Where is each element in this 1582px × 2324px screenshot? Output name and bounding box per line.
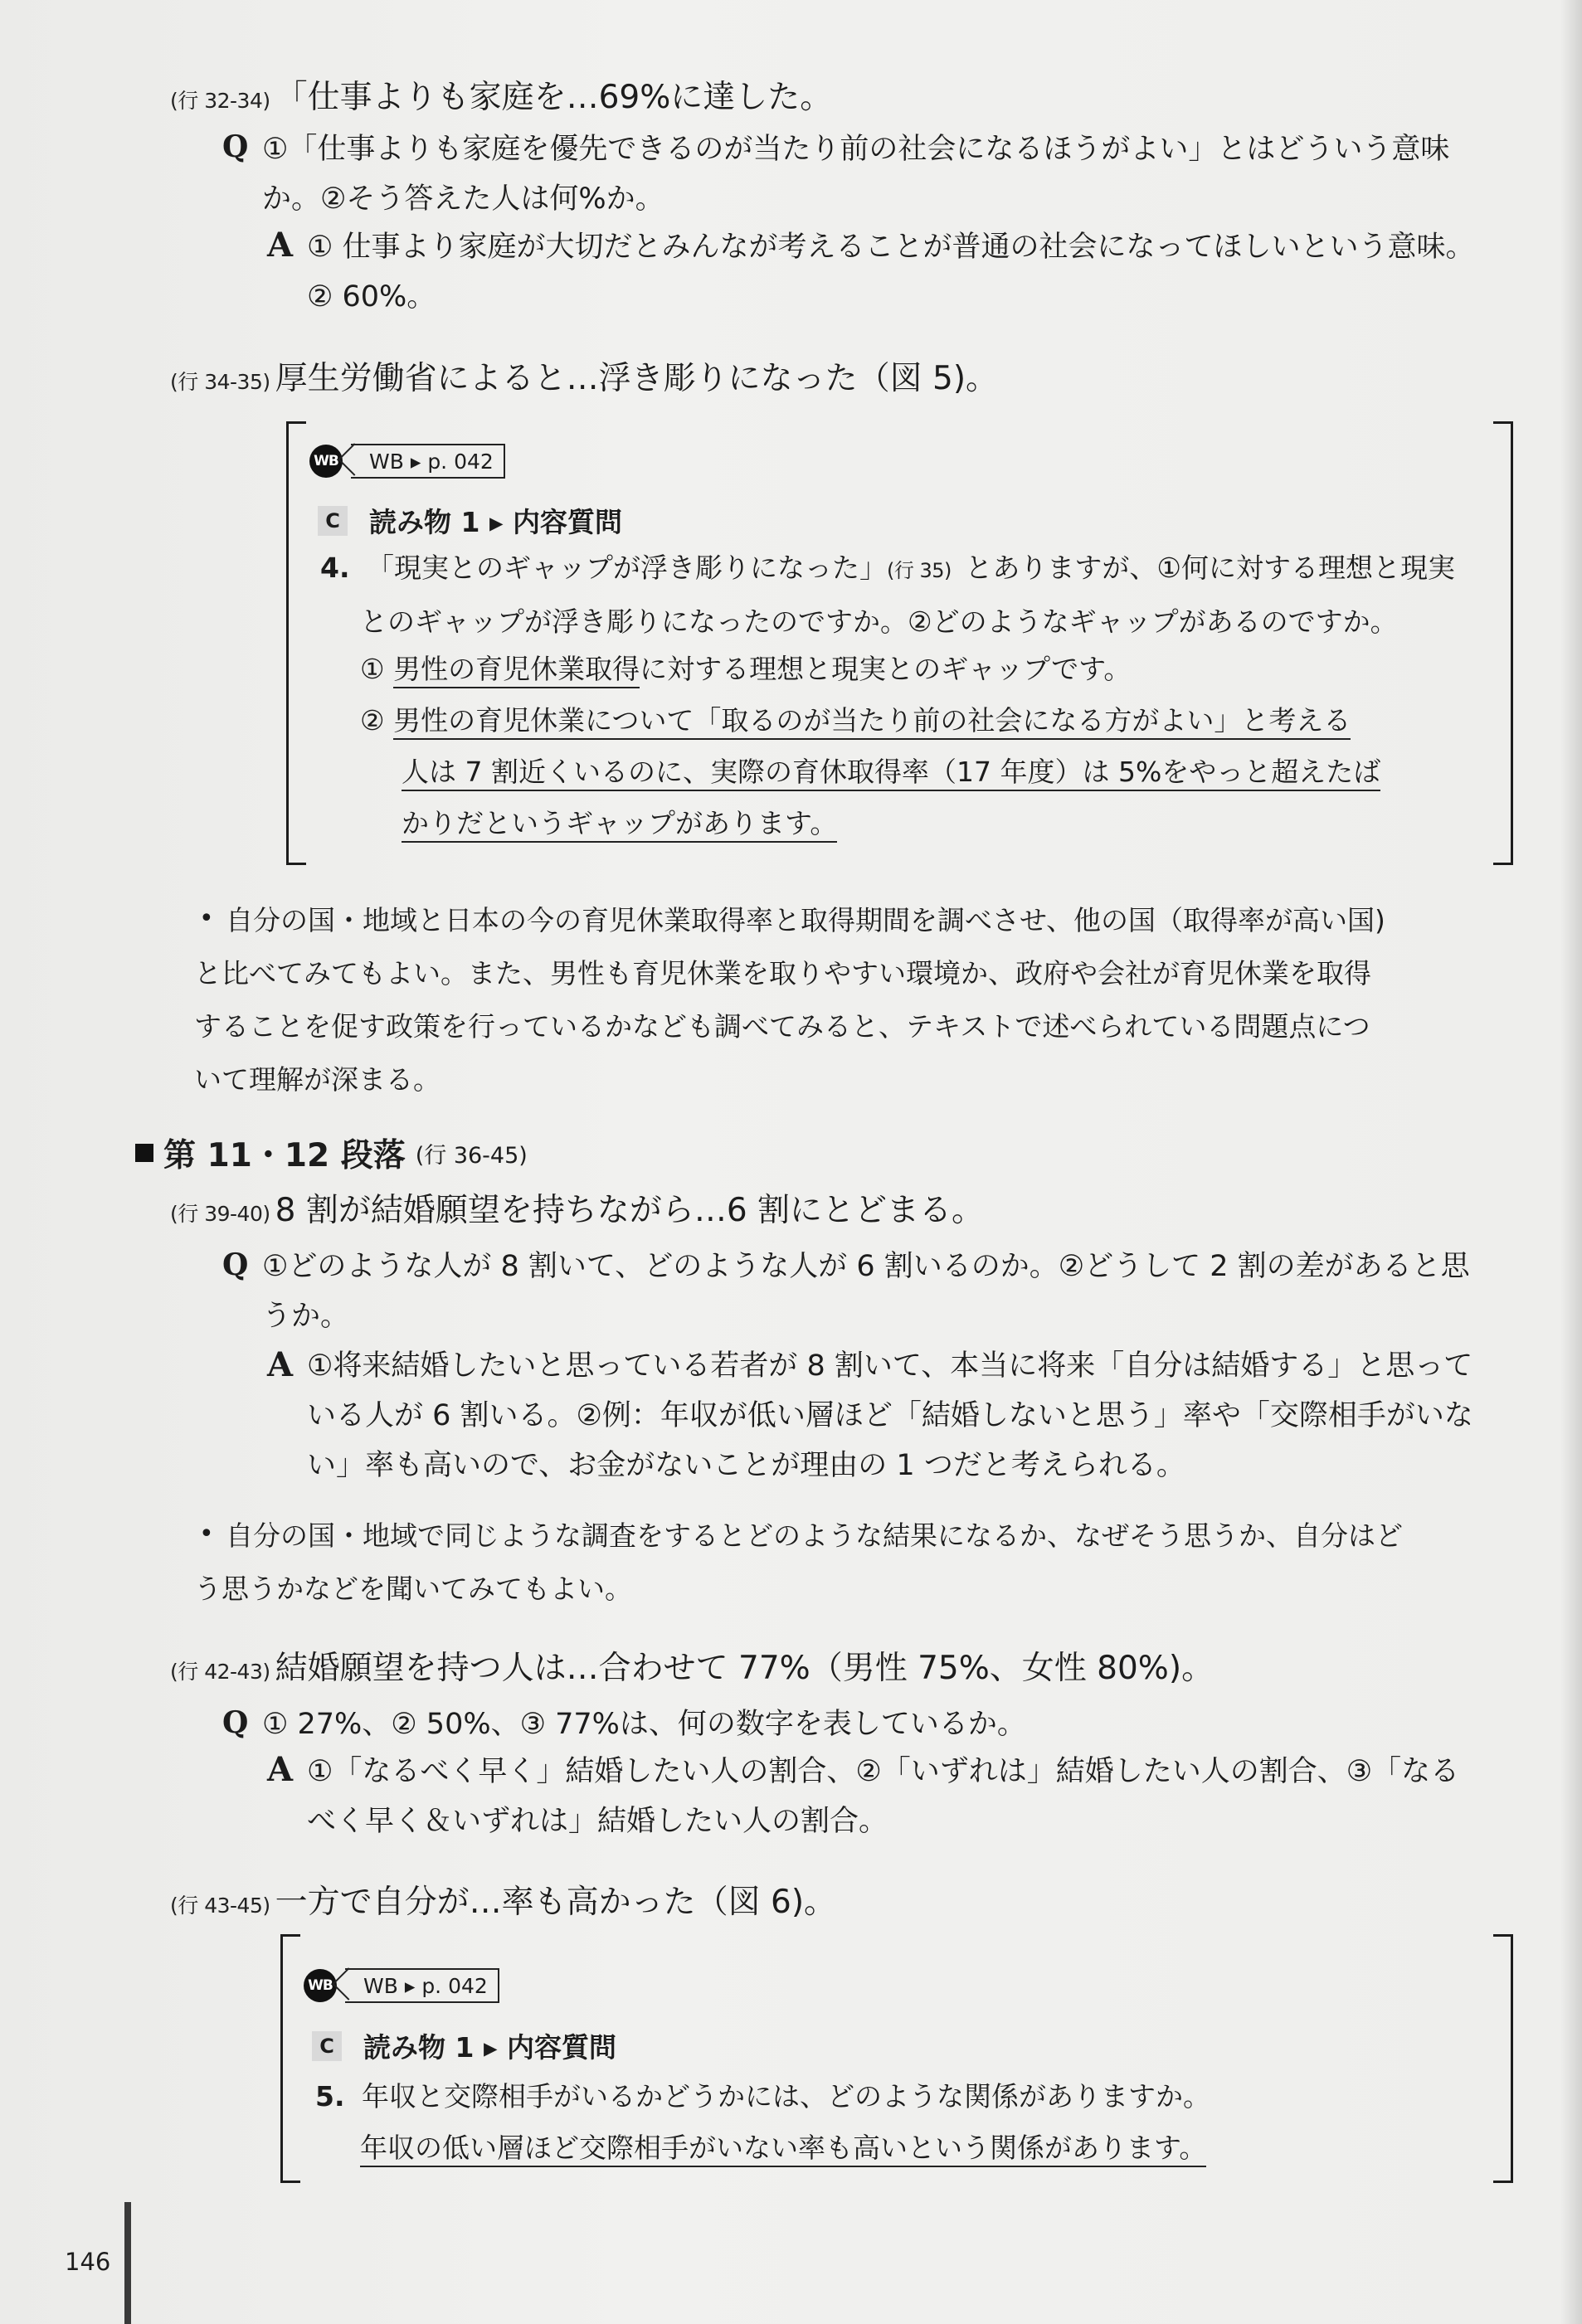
- page-edge-shadow: [1560, 0, 1582, 2324]
- lead-quote: 8 割が結婚願望を持ちながら…6 割にとどまる。: [275, 1192, 985, 1229]
- question-rest: とありますが、①何に対する理想と現実: [956, 552, 1455, 584]
- answer-text: [307, 1341, 1473, 1490]
- bullet-line: う思うかなどを聞いてみてもよい。: [194, 1573, 632, 1605]
- heading-title: 第 11・12 段落: [163, 1137, 406, 1174]
- answer-underlined: 男性の育児休業取得: [393, 653, 640, 688]
- workbook-page-tag: WB ▸ p. 042: [345, 1968, 499, 2003]
- box-corner: [1493, 2181, 1513, 2183]
- question-mark-label: Q: [222, 129, 249, 164]
- bullet-line: することを促す政策を行っているかなども調べてみると、テキストで述べられている問題点につ: [194, 1010, 1370, 1043]
- line-reference: (行 43-45): [170, 1894, 270, 1918]
- lead-quote: 厚生労働省によると…浮き彫りになった（図 5)。: [275, 360, 999, 397]
- answer-mark-label: A: [267, 1345, 294, 1384]
- answer-mark-label: A: [267, 226, 294, 265]
- bullet-mark: •: [199, 1519, 214, 1549]
- bullet-line: いて理解が深まる。: [194, 1063, 441, 1096]
- box-left-rule: [280, 1934, 283, 2183]
- lead-quote: 「仕事よりも家庭を…69%に達した。: [275, 79, 833, 116]
- answer-line: ①将来結婚したいと思っている若者が 8 割いて、本当に将来「自分は結婚する」と思って: [307, 1349, 1473, 1383]
- content-question-heading: [318, 501, 622, 540]
- workbook-reference: [309, 444, 505, 479]
- answer-prefix: ①: [360, 653, 394, 685]
- page-number: 146: [65, 2248, 111, 2276]
- bullet-note-2: [194, 1510, 1403, 1616]
- box-left-rule: [286, 421, 289, 865]
- answer-underlined: 人は 7 割近くいるのに、実際の育休取得率（17 年度）は 5%をやっと超えたば: [402, 756, 1380, 791]
- line-reference: (行 35): [887, 559, 952, 582]
- bullet-line: 自分の国・地域と日本の今の育児休業取得率と取得期間を調べさせ、他の国（取得率が高い国): [226, 904, 1385, 936]
- question-text: [262, 1242, 1470, 1341]
- c-badge: C: [312, 2031, 342, 2061]
- question-quote: 「現実とのギャップが浮き彫りになった」: [367, 552, 887, 584]
- bullet-line: 自分の国・地域で同じような調査をするとどのような結果になるか、なぜそう思うか、自分はど: [226, 1519, 1403, 1552]
- answer-line: い」率も高いので、お金がないことが理由の 1 つだと考えられる。: [307, 1449, 1185, 1482]
- box-corner: [286, 863, 306, 865]
- lead-quote: 結婚願望を持つ人は…合わせて 77%（男性 75%、女性 80%)。: [275, 1650, 1214, 1687]
- answer-line: いる人が 6 割いる。②例：年収が低い層ほど「結婚しないと思う」率や「交際相手がいな: [307, 1399, 1473, 1432]
- answer-text: [307, 1747, 1459, 1846]
- box-corner: [280, 1934, 300, 1937]
- question-text: [262, 1699, 1026, 1749]
- line-reference: (行 34-35): [170, 370, 270, 394]
- line-reference: (行 39-40): [170, 1202, 270, 1226]
- question-line: 年収と交際相手がいるかどうかには、どのような関係がありますか。: [362, 2080, 1210, 2113]
- answer-underlined: かりだというギャップがあります。: [402, 807, 837, 843]
- answer-line: ①「なるべく早く」結婚したい人の割合、②「いずれは」結婚したい人の割合、③「なる: [307, 1755, 1460, 1788]
- question-line: か。②そう答えた人は何%か。: [262, 182, 664, 216]
- box-corner: [1493, 863, 1513, 865]
- lead-quote: 一方で自分が…率も高かった（図 6)。: [275, 1884, 837, 1921]
- box-right-rule: [1511, 1934, 1513, 2183]
- box-corner: [280, 2181, 300, 2183]
- question-mark-label: Q: [222, 1247, 249, 1282]
- workbook-page-tag: WB ▸ p. 042: [351, 444, 505, 479]
- question-line: ①どのような人が 8 割いて、どのような人が 6 割いるのか。②どうして 2 割の差があると思: [262, 1250, 1470, 1283]
- question-number: 4.: [320, 552, 350, 584]
- bullet-mark: •: [199, 904, 214, 933]
- line-reference: (行 42-43): [170, 1660, 270, 1684]
- section-lead-42-43: [170, 1642, 1214, 1689]
- box-corner: [1493, 421, 1513, 424]
- question-line: うか。: [262, 1300, 350, 1333]
- question-number: 5.: [315, 2080, 345, 2113]
- box-answer-2: [360, 695, 1380, 849]
- answer-text: [307, 222, 1475, 322]
- box-corner: [1493, 1934, 1513, 1937]
- bullet-note-1: [194, 894, 1385, 1106]
- section-lead-39-40: [170, 1184, 984, 1231]
- section-heading: [135, 1130, 528, 1176]
- answer-underlined: 年収の低い層ほど交際相手がいない率も高いという関係があります。: [360, 2132, 1206, 2167]
- box-question: [315, 2071, 1210, 2174]
- content-question-title: 読み物 1 ▸ 内容質問: [363, 2031, 616, 2064]
- answer-line: ① 仕事より家庭が大切だとみんなが考えることが普通の社会になってほしいという意味。: [307, 231, 1475, 264]
- content-question-heading: [312, 2026, 616, 2065]
- box-corner: [286, 421, 306, 424]
- answer-line: ② 60%。: [307, 280, 436, 314]
- answer-line: べく早く＆いずれは」結婚したい人の割合。: [307, 1805, 888, 1838]
- heading-square-icon: [135, 1144, 153, 1162]
- bullet-line: と比べてみてもよい。また、男性も育児休業を取りやすい環境か、政府や会社が育児休業を取得: [194, 957, 1371, 989]
- answer-underlined: 男性の育児休業について「取るのが当たり前の社会になる方がよい」と考える: [393, 704, 1351, 740]
- question-text: [262, 124, 1449, 224]
- box-right-rule: [1511, 421, 1513, 865]
- heading-reference: (行 36-45): [415, 1142, 528, 1169]
- workbook-icon: WB: [309, 445, 343, 478]
- page-margin-bar: [124, 2202, 131, 2324]
- content-question-title: 読み物 1 ▸ 内容質問: [369, 506, 622, 538]
- question-line: とのギャップが浮き彫りになったのですか。②どのようなギャップがあるのですか。: [360, 605, 1398, 638]
- c-badge: C: [318, 506, 348, 536]
- section-lead-32-34: [170, 71, 832, 118]
- workbook-reference: [304, 1968, 499, 2003]
- question-mark-label: Q: [222, 1705, 249, 1740]
- answer-mark-label: A: [267, 1750, 294, 1789]
- question-line: ①「仕事よりも家庭を優先できるのが当たり前の社会になるほうがよい」とはどういう意味: [262, 133, 1450, 166]
- section-lead-43-45: [170, 1876, 836, 1923]
- answer-prefix: ②: [360, 704, 394, 737]
- workbook-icon: WB: [304, 1969, 337, 2002]
- box-question: [320, 542, 1455, 648]
- question-line: ① 27%、② 50%、③ 77%は、何の数字を表しているか。: [262, 1708, 1026, 1741]
- answer-rest: に対する理想と現実とのギャップです。: [640, 653, 1132, 685]
- box-answer-1: [360, 644, 1131, 695]
- section-lead-34-35: [170, 352, 998, 399]
- line-reference: (行 32-34): [170, 89, 270, 113]
